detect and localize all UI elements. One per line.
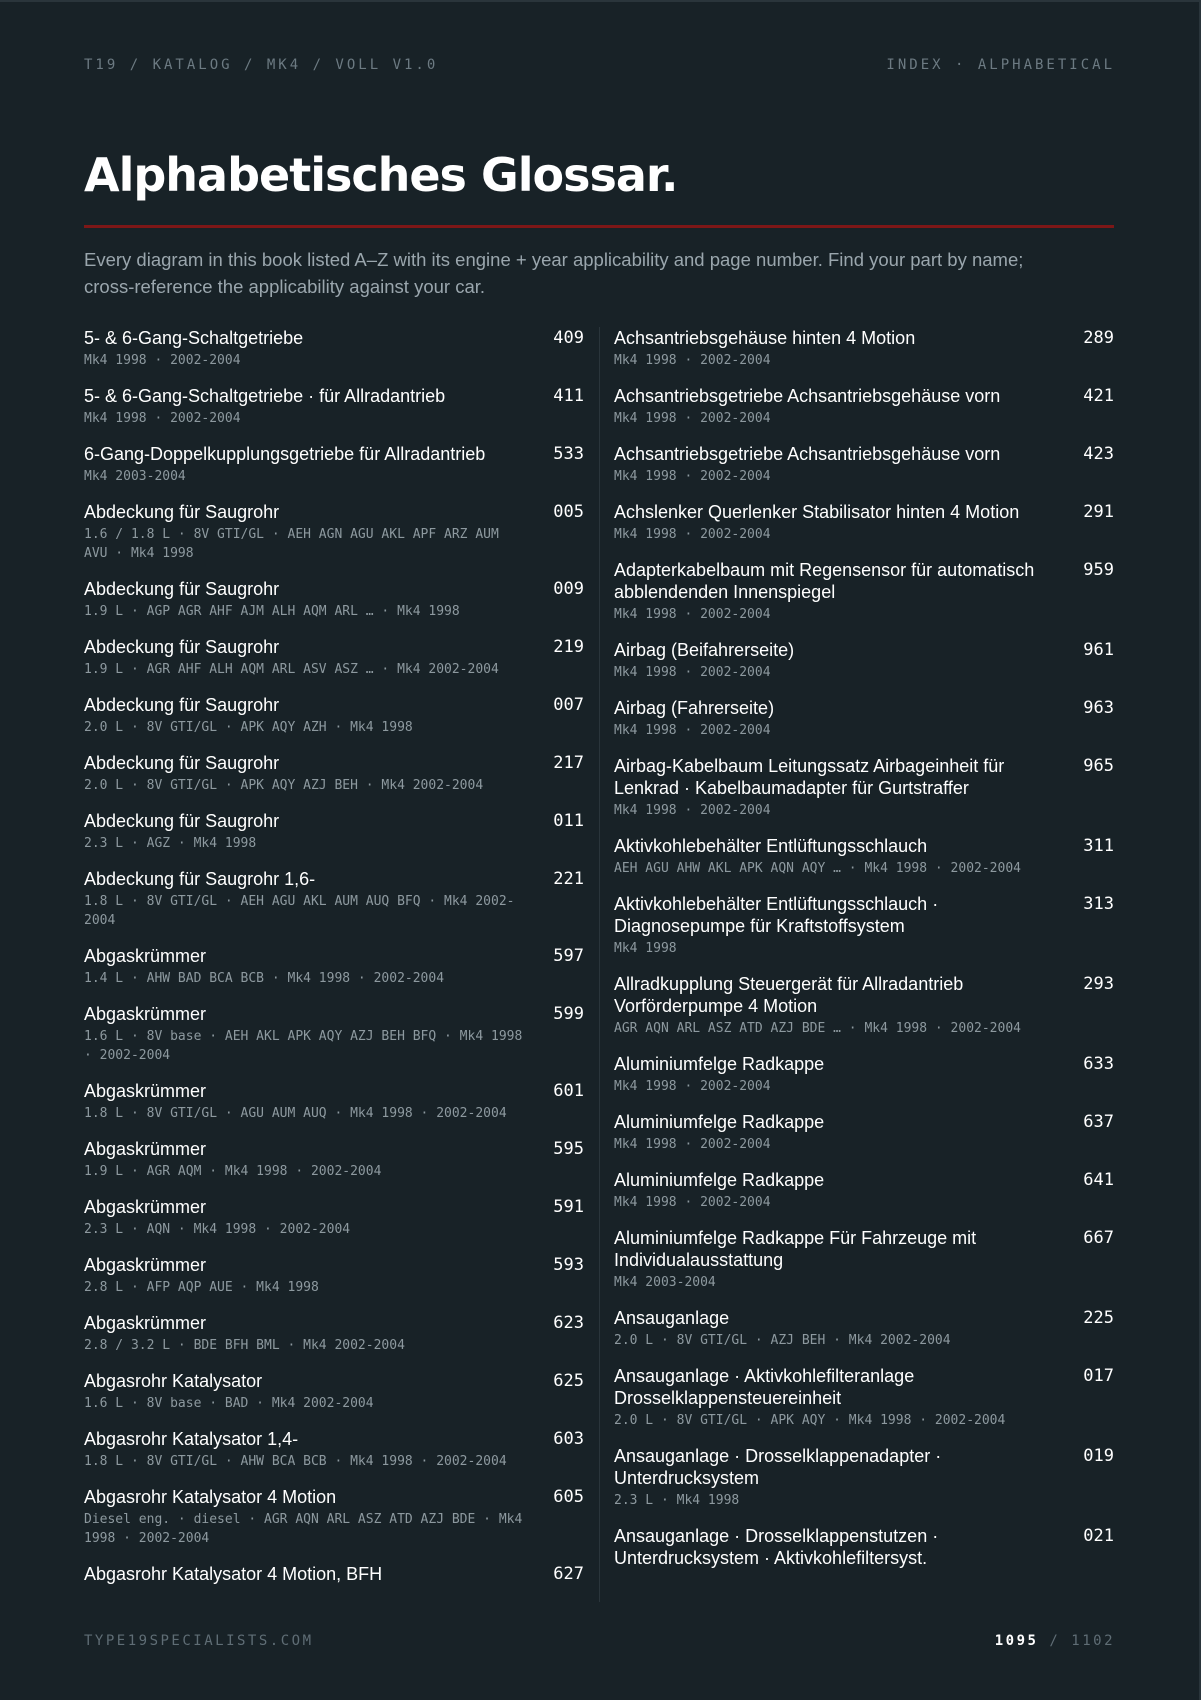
- entry-page-number: 411: [553, 386, 584, 406]
- entry-page-number: 961: [1083, 640, 1114, 660]
- entry-page-number: 603: [553, 1429, 584, 1449]
- entry-name: Achsantriebsgetriebe Achsantriebsgehäuse vorn: [614, 386, 1001, 406]
- entry-name: Abgasrohr Katalysator 1,4-: [84, 1429, 299, 1449]
- entry-name: Aluminiumfelge Radkappe: [614, 1112, 825, 1132]
- glossary-entry: [614, 327, 1114, 370]
- entry-text: [614, 835, 1054, 878]
- entry-name: Abgasrohr Katalysator 4 Motion, BFH: [84, 1564, 383, 1584]
- glossary-entry: [84, 752, 584, 795]
- glossary-entry: [614, 755, 1114, 820]
- entry-page-number: 599: [553, 1004, 584, 1024]
- entry-name: Ansauganlage · Aktivkohlefilteranlage Drosselklappensteuereinheit: [614, 1366, 915, 1408]
- entry-name: Abdeckung für Saugrohr 1,6-: [84, 869, 316, 889]
- entry-name: Abgasrohr Katalysator: [84, 1371, 263, 1391]
- entry-applicability: Mk4 1998 · 2002-2004: [84, 411, 241, 426]
- entry-page-number: 007: [553, 695, 584, 715]
- entry-text: [84, 752, 524, 795]
- entry-page-number: 221: [553, 869, 584, 889]
- entry-name: Abdeckung für Saugrohr: [84, 502, 280, 522]
- glossary-entry: [84, 1196, 584, 1239]
- glossary-entry: [84, 501, 584, 563]
- glossary-entry: [614, 973, 1114, 1038]
- current-page: 1095: [994, 1633, 1039, 1649]
- page-title: Alphabetisches Glossar.: [84, 148, 678, 202]
- glossary-column-left: [84, 327, 584, 1600]
- entry-page-number: 593: [553, 1255, 584, 1275]
- entry-applicability: Mk4 2003-2004: [614, 1275, 716, 1290]
- entry-applicability: 2.3 L · Mk4 1998: [614, 1493, 740, 1508]
- glossary-entry: [614, 385, 1114, 428]
- entry-applicability: Mk4 1998 · 2002-2004: [614, 353, 771, 368]
- entry-name: Ansauganlage: [614, 1308, 730, 1328]
- entry-page-number: 289: [1083, 328, 1114, 348]
- entry-applicability: 1.8 L · 8V GTI/GL · AEH AGU AKL AUM AUQ BFQ · Mk4 2002-2004: [84, 894, 515, 928]
- running-header-right: INDEX · ALPHABETICAL: [886, 57, 1115, 73]
- entry-name: Ansauganlage · Drosselklappenstutzen · Unterdrucksystem · Aktivkohlefiltersyst.: [614, 1526, 939, 1568]
- glossary-entry: [614, 1365, 1114, 1430]
- entry-name: 5- & 6-Gang-Schaltgetriebe: [84, 328, 304, 348]
- entry-text: [84, 385, 524, 428]
- entry-applicability: 1.8 L · 8V GTI/GL · AHW BCA BCB · Mk4 1998 · 2002-2004: [84, 1454, 507, 1469]
- entry-name: Abdeckung für Saugrohr: [84, 579, 280, 599]
- entry-name: Ansauganlage · Drosselklappenadapter · Unterdrucksystem: [614, 1446, 942, 1488]
- entry-page-number: 533: [553, 444, 584, 464]
- glossary-entry: [614, 1525, 1114, 1569]
- glossary-entry: [84, 1370, 584, 1413]
- entry-text: [84, 578, 524, 621]
- glossary-entry: [614, 893, 1114, 958]
- glossary-entry: [84, 1080, 584, 1123]
- entry-name: Achsantriebsgetriebe Achsantriebsgehäuse vorn: [614, 444, 1001, 464]
- entry-text: [84, 1370, 524, 1413]
- entry-page-number: 963: [1083, 698, 1114, 718]
- entry-name: Airbag (Fahrerseite): [614, 698, 775, 718]
- glossary-entry: [84, 868, 584, 930]
- entry-applicability: Mk4 1998 · 2002-2004: [614, 1079, 771, 1094]
- title-rule: [84, 225, 1114, 228]
- glossary-entry: [614, 1307, 1114, 1350]
- entry-page-number: 409: [553, 328, 584, 348]
- glossary-entry: [84, 636, 584, 679]
- entry-text: [84, 868, 524, 930]
- entry-applicability: 1.6 L · 8V base · AEH AKL APK AQY AZJ BEH BFQ · Mk4 1998 · 2002-2004: [84, 1029, 523, 1063]
- entry-text: [614, 1169, 1054, 1212]
- entry-page-number: 667: [1083, 1228, 1114, 1248]
- entry-text: [614, 1445, 1054, 1510]
- entry-name: Aluminiumfelge Radkappe: [614, 1170, 825, 1190]
- entry-applicability: 2.0 L · 8V GTI/GL · AZJ BEH · Mk4 2002-2004: [614, 1333, 951, 1348]
- entry-name: Abgaskrümmer: [84, 946, 207, 966]
- entry-page-number: 421: [1083, 386, 1114, 406]
- glossary-entry: [614, 639, 1114, 682]
- entry-page-number: 597: [553, 946, 584, 966]
- entry-applicability: 2.0 L · 8V GTI/GL · APK AQY AZH · Mk4 1998: [84, 720, 413, 735]
- entry-text: [614, 1307, 1054, 1350]
- glossary-entry: [84, 694, 584, 737]
- glossary-entry: [614, 501, 1114, 544]
- entry-text: [84, 1003, 524, 1065]
- entry-page-number: 219: [553, 637, 584, 657]
- entry-name: Abdeckung für Saugrohr: [84, 753, 280, 773]
- glossary-column-right: [614, 327, 1114, 1584]
- entry-applicability: 2.0 L · 8V GTI/GL · APK AQY · Mk4 1998 · 2002-2004: [614, 1413, 1006, 1428]
- glossary-entry: [84, 327, 584, 370]
- entry-applicability: 1.9 L · AGR AQM · Mk4 1998 · 2002-2004: [84, 1164, 382, 1179]
- entry-page-number: 633: [1083, 1054, 1114, 1074]
- entry-page-number: 637: [1083, 1112, 1114, 1132]
- entry-text: [614, 639, 1054, 682]
- running-header-left: T19 / KATALOG / MK4 / VOLL V1.0: [84, 57, 439, 73]
- entry-text: [614, 697, 1054, 740]
- entry-name: Abdeckung für Saugrohr: [84, 811, 280, 831]
- entry-page-number: 019: [1083, 1446, 1114, 1466]
- entry-name: Airbag-Kabelbaum Leitungssatz Airbageinheit für Lenkrad · Kabelbaumadapter für Gurtstraffer: [614, 756, 1005, 798]
- entry-text: [614, 443, 1054, 486]
- entry-applicability: Mk4 1998 · 2002-2004: [614, 803, 771, 818]
- glossary-entry: [84, 1138, 584, 1181]
- entry-text: [614, 559, 1054, 624]
- glossary-entry: [614, 697, 1114, 740]
- entry-name: Abgaskrümmer: [84, 1139, 207, 1159]
- entry-text: [614, 973, 1054, 1038]
- entry-name: 5- & 6-Gang-Schaltgetriebe · für Allradantrieb: [84, 386, 446, 406]
- glossary-entry: [614, 835, 1114, 878]
- entry-text: [614, 1053, 1054, 1096]
- glossary-entry: [84, 1312, 584, 1355]
- entry-applicability: Mk4 1998 · 2002-2004: [84, 353, 241, 368]
- entry-page-number: 011: [553, 811, 584, 831]
- entry-text: [84, 945, 524, 988]
- entry-page-number: 625: [553, 1371, 584, 1391]
- glossary-entry: [84, 1563, 584, 1585]
- entry-page-number: 017: [1083, 1366, 1114, 1386]
- entry-name: Aluminiumfelge Radkappe Für Fahrzeuge mit Individualausstattung: [614, 1228, 977, 1270]
- entry-applicability: Mk4 2003-2004: [84, 469, 186, 484]
- entry-page-number: 217: [553, 753, 584, 773]
- glossary-entry: [84, 1254, 584, 1297]
- glossary-entry: [614, 1169, 1114, 1212]
- entry-text: [84, 1486, 524, 1548]
- entry-text: [84, 1254, 524, 1297]
- glossary-entry: [614, 1053, 1114, 1096]
- entry-applicability: AGR AQN ARL ASZ ATD AZJ BDE … · Mk4 1998 · 2002-2004: [614, 1021, 1021, 1036]
- entry-text: [614, 1111, 1054, 1154]
- entry-name: Adapterkabelbaum mit Regensensor für automatisch abblendenden Innenspiegel: [614, 560, 1035, 602]
- entry-applicability: Mk4 1998 · 2002-2004: [614, 411, 771, 426]
- entry-applicability: Mk4 1998 · 2002-2004: [614, 1195, 771, 1210]
- entry-applicability: Mk4 1998 · 2002-2004: [614, 469, 771, 484]
- entry-page-number: 423: [1083, 444, 1114, 464]
- entry-name: Abdeckung für Saugrohr: [84, 637, 280, 657]
- entry-text: [614, 385, 1054, 428]
- entry-name: Achslenker Querlenker Stabilisator hinten 4 Motion: [614, 502, 1020, 522]
- entry-name: Abgaskrümmer: [84, 1081, 207, 1101]
- entry-applicability: 2.0 L · 8V GTI/GL · APK AQY AZJ BEH · Mk4 2002-2004: [84, 778, 484, 793]
- glossary-entry: [614, 1445, 1114, 1510]
- entry-page-number: 591: [553, 1197, 584, 1217]
- glossary-entry: [614, 1111, 1114, 1154]
- entry-applicability: AEH AGU AHW AKL APK AQN AQY … · Mk4 1998 · 2002-2004: [614, 861, 1021, 876]
- entry-name: Allradkupplung Steuergerät für Allradantrieb Vorförderpumpe 4 Motion: [614, 974, 964, 1016]
- entry-applicability: 2.8 / 3.2 L · BDE BFH BML · Mk4 2002-2004: [84, 1338, 405, 1353]
- entry-page-number: 293: [1083, 974, 1114, 994]
- entry-page-number: 623: [553, 1313, 584, 1333]
- glossary-entry: [84, 1486, 584, 1548]
- entry-text: [614, 327, 1054, 370]
- entry-applicability: Mk4 1998: [614, 941, 677, 956]
- entry-text: [84, 1196, 524, 1239]
- glossary-entry: [84, 443, 584, 486]
- entry-name: Abgaskrümmer: [84, 1313, 207, 1333]
- entry-applicability: 1.9 L · AGP AGR AHF AJM ALH AQM ARL … · Mk4 1998: [84, 604, 460, 619]
- entry-page-number: 965: [1083, 756, 1114, 776]
- entry-name: Abgasrohr Katalysator 4 Motion: [84, 1487, 337, 1507]
- footer-page-number: [995, 1633, 1115, 1649]
- entry-page-number: 959: [1083, 560, 1114, 580]
- entry-applicability: Diesel eng. · diesel · AGR AQN ARL ASZ ATD AZJ BDE · Mk4 1998 · 2002-2004: [84, 1512, 523, 1546]
- entry-text: [84, 1138, 524, 1181]
- entry-page-number: 601: [553, 1081, 584, 1101]
- entry-text: [84, 810, 524, 853]
- entry-applicability: 1.4 L · AHW BAD BCA BCB · Mk4 1998 · 2002-2004: [84, 971, 445, 986]
- entry-page-number: 595: [553, 1139, 584, 1159]
- entry-text: [84, 501, 524, 563]
- entry-name: 6-Gang-Doppelkupplungsgetriebe für Allradantrieb: [84, 444, 486, 464]
- entry-name: Achsantriebsgehäuse hinten 4 Motion: [614, 328, 916, 348]
- glossary-entry: [614, 443, 1114, 486]
- glossary-entry: [84, 810, 584, 853]
- glossary-entry: [84, 1428, 584, 1471]
- entry-name: Aktivkohlebehälter Entlüftungsschlauch: [614, 836, 928, 856]
- entry-applicability: 1.9 L · AGR AHF ALH AQM ARL ASV ASZ … · Mk4 2002-2004: [84, 662, 499, 677]
- entry-applicability: 2.8 L · AFP AQP AUE · Mk4 1998: [84, 1280, 319, 1295]
- entry-text: [84, 443, 524, 486]
- entry-page-number: 605: [553, 1487, 584, 1507]
- entry-applicability: 1.8 L · 8V GTI/GL · AGU AUM AUQ · Mk4 1998 · 2002-2004: [84, 1106, 507, 1121]
- entry-applicability: 2.3 L · AQN · Mk4 1998 · 2002-2004: [84, 1222, 351, 1237]
- glossary-entry: [84, 945, 584, 988]
- entry-applicability: 2.3 L · AGZ · Mk4 1998: [84, 836, 257, 851]
- entry-page-number: 313: [1083, 894, 1114, 914]
- glossary-entry: [84, 578, 584, 621]
- entry-text: [84, 1312, 524, 1355]
- entry-page-number: 005: [553, 502, 584, 522]
- entry-applicability: Mk4 1998 · 2002-2004: [614, 1137, 771, 1152]
- entry-page-number: 311: [1083, 836, 1114, 856]
- entry-name: Aktivkohlebehälter Entlüftungsschlauch · Diagnosepumpe für Kraftstoffsystem: [614, 894, 939, 936]
- entry-applicability: 1.6 L · 8V base · BAD · Mk4 2002-2004: [84, 1396, 374, 1411]
- entry-text: [84, 694, 524, 737]
- running-header: [84, 57, 1115, 73]
- entry-name: Abgaskrümmer: [84, 1197, 207, 1217]
- intro-text: Every diagram in this book listed A–Z with its engine + year applicability and page number. Find your part by name; cross-reference the applicability against your car.: [84, 249, 1024, 297]
- entry-text: [614, 893, 1054, 958]
- entry-page-number: 627: [553, 1564, 584, 1584]
- entry-applicability: Mk4 1998 · 2002-2004: [614, 665, 771, 680]
- entry-name: Airbag (Beifahrerseite): [614, 640, 795, 660]
- glossary-columns: [84, 327, 1114, 1602]
- entry-applicability: 1.6 / 1.8 L · 8V GTI/GL · AEH AGN AGU AKL APF ARZ AUM AVU · Mk4 1998: [84, 527, 499, 561]
- entry-applicability: Mk4 1998 · 2002-2004: [614, 607, 771, 622]
- entry-text: [84, 1428, 524, 1471]
- entry-page-number: 291: [1083, 502, 1114, 522]
- footer-site: TYPE19SPECIALISTS.COM: [84, 1633, 314, 1649]
- entry-text: [84, 636, 524, 679]
- entry-page-number: 021: [1083, 1526, 1114, 1546]
- entry-applicability: Mk4 1998 · 2002-2004: [614, 527, 771, 542]
- entry-page-number: 641: [1083, 1170, 1114, 1190]
- entry-text: [614, 1525, 1054, 1569]
- entry-text: [614, 501, 1054, 544]
- entry-name: Abdeckung für Saugrohr: [84, 695, 280, 715]
- glossary-entry: [614, 1227, 1114, 1292]
- glossary-entry: [84, 385, 584, 428]
- entry-text: [614, 755, 1054, 820]
- entry-page-number: 009: [553, 579, 584, 599]
- entry-text: [84, 1080, 524, 1123]
- entry-text: [614, 1365, 1054, 1430]
- page-separator: /: [1049, 1633, 1061, 1649]
- entry-name: Abgaskrümmer: [84, 1255, 207, 1275]
- entry-text: [84, 1563, 524, 1585]
- total-pages: 1102: [1071, 1633, 1115, 1649]
- glossary-entry: [614, 559, 1114, 624]
- entry-page-number: 225: [1083, 1308, 1114, 1328]
- glossary-entry: [84, 1003, 584, 1065]
- entry-text: [84, 327, 524, 370]
- entry-name: Abgaskrümmer: [84, 1004, 207, 1024]
- entry-text: [614, 1227, 1054, 1292]
- entry-applicability: Mk4 1998 · 2002-2004: [614, 723, 771, 738]
- entry-name: Aluminiumfelge Radkappe: [614, 1054, 825, 1074]
